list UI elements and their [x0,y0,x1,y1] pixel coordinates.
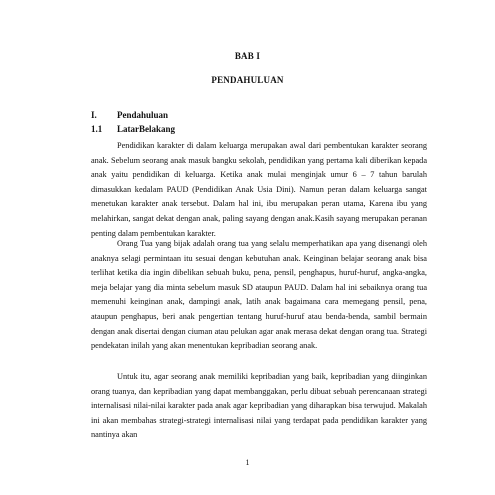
section-heading [91,110,168,121]
chapter-label: BAB I [234,51,261,61]
section-title: Pendahuluan [117,110,169,120]
paragraph-2 [91,237,427,354]
section-number: I. [91,110,97,120]
page-number: 1 [245,458,250,467]
subsection-heading [91,124,175,135]
subsection-number: 1.1 [91,124,103,134]
paragraph-text: Untuk itu, agar seorang anak memiliki kepribadian yang baik, kepribadian yang diinginkan orang tuanya, dan kepribadian yang dapat membanggakan, perlu dibuat sebuah perencanaan strategi internalisasi nilai-nilai karakter pada anak agar kepribadian yang diharapkan bisa terwujud. Makalah ini akan membahas strategi-strategi internalisasi nilai yang terdapat pada pendidikan karakter yang nantinya akan [91,372,427,440]
paragraph-text: Orang Tua yang bijak adalah orang tua yang selalu memperhatikan apa yang disenangi oleh anaknya selagi permintaan itu sesuai dengan kebutuhan anak. Keinginan belajar seorang anak bisa terlihat ketika dia ingin dibelikan sebuah buku, pena, pensil, penghapus, huruf-huruf, angka-angka, meja belajar yang dia minta sebelum masuk SD ataupun PAUD. Dalam hal ini sebaiknya orang tua memenuhi keinginan anak, dampingi anak, latih anak bagaimana cara memegang pensil, pena, ataupun penghapus, beri anak pengertian tentang huruf-huruf atau benda-benda, sambil bermain dengan anak disertai dengan ciuman atau pelukan agar anak merasa dekat dengan orang tua. Strategi pendekatan inilah yang akan menentukan kepribadian seorang anak. [91,239,427,351]
subsection-title: LatarBelakang [117,124,176,134]
chapter-title: PENDAHULUAN [211,75,284,85]
paragraph-1 [91,139,427,241]
paragraph-3 [91,370,427,443]
paragraph-text: Pendidikan karakter di dalam keluarga merupakan awal dari pembentukan karakter seorang anak. Sebelum seorang anak masuk bangku sekolah, pendidikan yang pertama kali diberikan kepada anak yaitu pendidikan di keluarga. Ketika anak mulai menginjak umur 6 – 7 tahun barulah dimasukkan kedalam PAUD (Pendidikan Anak Usia Dini). Namun peran dalam keluarga sangat menetukan karakter anak tersebut. Dalam hal ini, ibu merupakan peran utama, Karena ibu yang melahirkan, sangat dekat dengan anak, paling sayang dengan anak.Kasih sayang merupakan peranan penting dalam pembentukan karakter. [91,141,427,238]
